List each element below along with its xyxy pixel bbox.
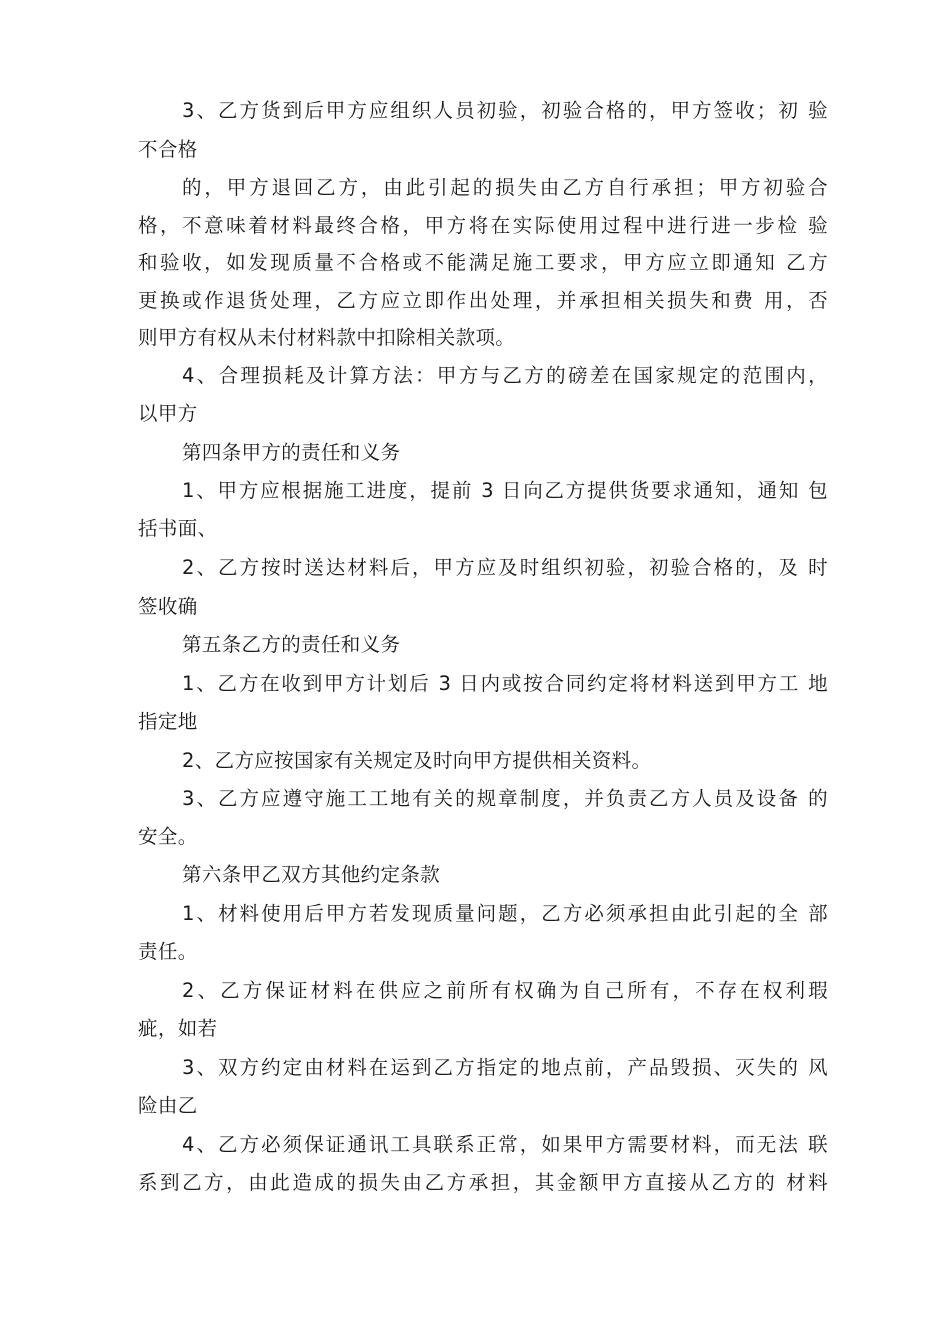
paragraph-line: 1、乙方在收到甲方计划后 3 日内或按合同约定将材料送到甲方工 地 (182, 672, 828, 695)
paragraph-line: 2、乙方按时送达材料后，甲方应及时组织初验，初验合格的，及 时 (182, 556, 828, 579)
paragraph-line: 格，不意味着材料最终合格，甲方将在实际使用过程中进行进一步检 验 (138, 214, 828, 237)
paragraph-line: 3、乙方货到后甲方应组织人员初验，初验合格的，甲方签收；初 验 (182, 99, 828, 122)
paragraph-line: 指定地 (138, 710, 198, 733)
paragraph-line: 的，甲方退回乙方，由此引起的损失由乙方自行承担；甲方初验合 (182, 176, 828, 199)
paragraph-line: 险由乙 (138, 1094, 198, 1117)
paragraph-line: 3、乙方应遵守施工工地有关的规章制度，并负责乙方人员及设备 的 (182, 787, 828, 810)
paragraph-line: 疵，如若 (138, 1017, 218, 1040)
section-heading: 第六条甲乙双方其他约定条款 (182, 863, 441, 886)
paragraph-line: 不合格 (138, 138, 198, 161)
paragraph-line: 2、乙方保证材料在供应之前所有权确为自己所有，不存在权利瑕 (182, 979, 828, 1002)
paragraph-line: 括书面、 (138, 517, 218, 540)
paragraph-line: 4、合理损耗及计算方法：甲方与乙方的磅差在国家规定的范围内， (182, 364, 828, 387)
paragraph-line: 签收确 (138, 595, 198, 618)
paragraph-line: 以甲方 (138, 402, 198, 425)
section-heading: 第四条甲方的责任和义务 (182, 441, 401, 464)
paragraph-line: 3、双方约定由材料在运到乙方指定的地点前，产品毁损、灭失的 风 (182, 1056, 828, 1079)
paragraph-line: 4、乙方必须保证通讯工具联系正常，如果甲方需要材料，而无法 联 (182, 1133, 828, 1156)
section-heading: 第五条乙方的责任和义务 (182, 633, 401, 656)
paragraph-line: 2、乙方应按国家有关规定及时向甲方提供相关资料。 (182, 749, 652, 772)
paragraph-line: 1、甲方应根据施工进度，提前 3 日向乙方提供货要求通知，通知 包 (182, 479, 828, 502)
paragraph-line: 和验收，如发现质量不合格或不能满足施工要求，甲方应立即通知 乙方 (138, 251, 828, 274)
paragraph-line: 1、材料使用后甲方若发现质量问题，乙方必须承担由此引起的全 部 (182, 902, 828, 925)
paragraph-line: 系到乙方，由此造成的损失由乙方承担，其金额甲方直接从乙方的 材料 (138, 1171, 828, 1194)
paragraph-line: 责任。 (138, 940, 198, 963)
paragraph-line: 安全。 (138, 825, 198, 848)
paragraph-line: 更换或作退货处理，乙方应立即作出处理，并承担相关损失和费 用，否 (138, 289, 828, 312)
paragraph-line: 则甲方有权从未付材料款中扣除相关款项。 (138, 326, 516, 349)
